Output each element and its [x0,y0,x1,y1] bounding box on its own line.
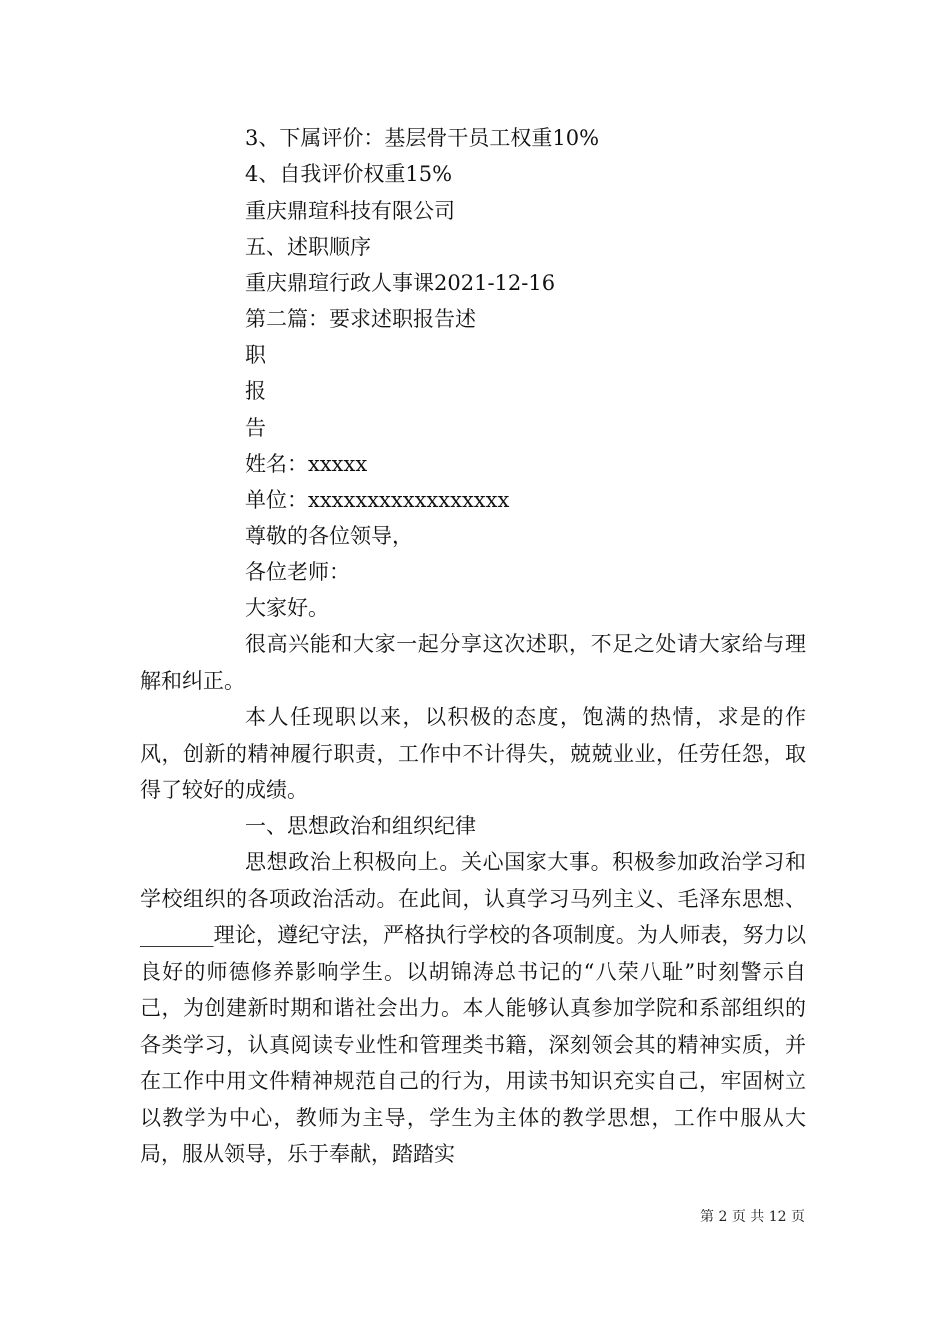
evaluation-item-3: 3、下属评价：基层骨干员工权重10% [245,126,600,150]
summary-paragraph: 本人任现职以来，以积极的态度，饱满的热情，求是的作风，创新的精神履行职责，工作中不计得失，兢兢业业，任劳任怨，取得了较好的成绩。 [140,705,806,802]
department-date: 重庆鼎瑄行政人事课2021-12-16 [245,271,556,295]
unit-field: 单位：xxxxxxxxxxxxxxxxx [245,488,510,512]
intro-paragraph: 很高兴能和大家一起分享这次述职，不足之处请大家给与理解和纠正。 [140,632,806,693]
section-heading-1: 一、思想政治和组织纪律 [245,814,476,838]
body-paragraph: 思想政治上积极向上。关心国家大事。积极参加政治学习和学校组织的各项政治活动。在此间，认真学习马列主义、毛泽东思想、_______理论，遵纪守法，严格执行学校的各项制度。为人师表，努力以良好的师德修养影响学生。以胡锦涛总书记的“八荣八耻”时刻警示自己，为创建新时期和谐社会出力。本人能够认真参加学院和系部组织的各类学习，认真阅读专业性和管理类书籍，深刻领会其的精神实质，并在工作中用文件精神规范自己的行为，用读书知识充实自己，牢固树立以教学为中心，教师为主导，学生为主体的教学思想，工作中服从大局，服从领导，乐于奉献，踏踏实 [140,850,806,1166]
title-char-1: 职 [245,343,266,367]
name-field: 姓名：xxxxx [245,452,368,476]
greeting-teachers: 各位老师： [245,560,350,584]
title-char-2: 报 [245,379,266,403]
page-footer: 第 2 页 共 12 页 [700,1209,805,1225]
greeting-hello: 大家好。 [245,596,329,620]
evaluation-item-4: 4、自我评价权重15% [245,162,453,186]
title-char-3: 告 [245,416,266,440]
section-heading-5: 五、述职顺序 [245,235,371,259]
company-name: 重庆鼎瑄科技有限公司 [245,199,455,223]
greeting-leaders: 尊敬的各位领导， [245,524,413,548]
chapter-title: 第二篇：要求述职报告述 [245,307,476,331]
